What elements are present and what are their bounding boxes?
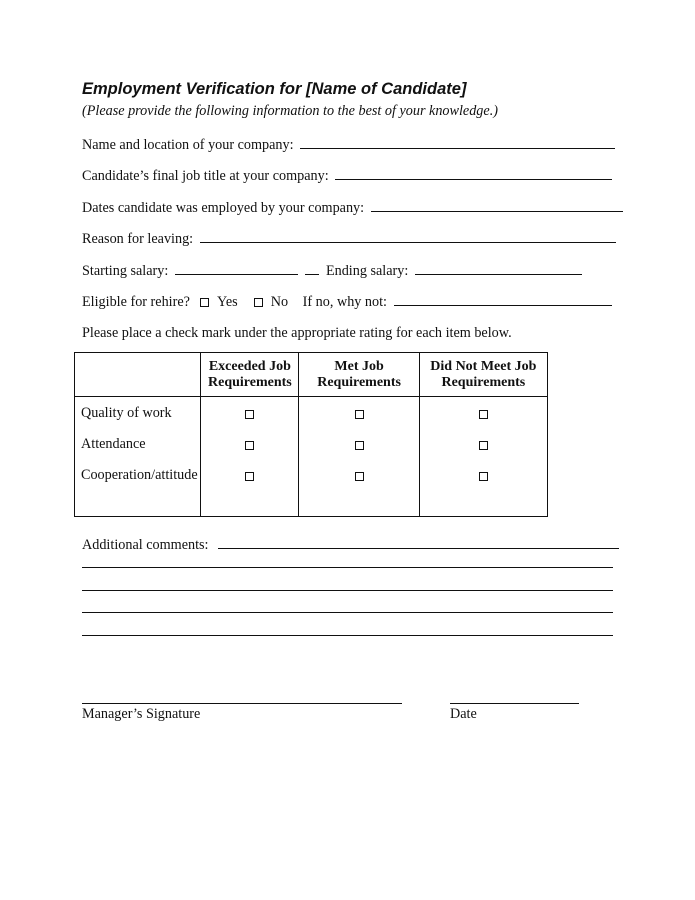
rehire-no-checkbox[interactable] bbox=[254, 298, 263, 307]
job-title-label: Candidate’s final job title at your company: bbox=[82, 168, 329, 184]
comments-field-line-1[interactable] bbox=[218, 536, 619, 549]
company-row bbox=[82, 136, 615, 154]
cooperation-met-checkbox[interactable] bbox=[355, 472, 364, 481]
job-title-field[interactable] bbox=[335, 167, 612, 180]
ratings-header-row bbox=[75, 353, 548, 397]
rehire-no-label: No bbox=[270, 294, 289, 310]
met-column bbox=[299, 397, 419, 517]
cooperation-exceeded-checkbox[interactable] bbox=[245, 472, 254, 481]
signature-label: Manager’s Signature bbox=[82, 706, 201, 722]
did-not-meet-column bbox=[419, 397, 547, 517]
exceeded-column bbox=[201, 397, 299, 517]
column-header-exceeded bbox=[201, 353, 299, 397]
rating-item-attendance: Attendance bbox=[81, 436, 146, 452]
salary-row bbox=[82, 262, 582, 280]
rehire-label: Eligible for rehire? bbox=[82, 294, 190, 310]
quality-exceeded-checkbox[interactable] bbox=[245, 410, 254, 419]
attendance-met-checkbox[interactable] bbox=[355, 441, 364, 450]
ratings-header-blank bbox=[75, 353, 201, 397]
rating-instructions: Please place a check mark under the appropriate rating for each item below. bbox=[82, 325, 512, 341]
column-header-did-not-meet bbox=[419, 353, 547, 397]
reason-row bbox=[82, 230, 616, 248]
reason-field[interactable] bbox=[200, 230, 616, 243]
column-header-line: Met Job bbox=[334, 359, 384, 374]
company-label: Name and location of your company: bbox=[82, 137, 294, 153]
comments-field-line-4[interactable] bbox=[82, 611, 613, 613]
reason-label: Reason for leaving: bbox=[82, 231, 194, 247]
ratings-body-row bbox=[75, 397, 548, 517]
rating-item-cooperation: Cooperation/attitude bbox=[81, 467, 198, 483]
ending-salary-field[interactable] bbox=[415, 262, 582, 275]
rating-item-quality: Quality of work bbox=[81, 405, 172, 421]
signature-line[interactable] bbox=[82, 702, 402, 704]
comments-label: Additional comments: bbox=[82, 537, 209, 553]
rehire-yes-checkbox[interactable] bbox=[200, 298, 209, 307]
column-header-line: Exceeded Job bbox=[208, 359, 291, 374]
why-not-label: If no, why not: bbox=[302, 294, 388, 310]
attendance-did-not-meet-checkbox[interactable] bbox=[479, 441, 488, 450]
dates-field[interactable] bbox=[371, 199, 623, 212]
company-field[interactable] bbox=[300, 136, 615, 149]
date-line[interactable] bbox=[450, 702, 579, 704]
rating-items-column bbox=[75, 397, 201, 517]
ratings-table bbox=[74, 352, 548, 517]
comments-field-line-2[interactable] bbox=[82, 566, 613, 568]
dates-row bbox=[82, 199, 623, 217]
dates-label: Dates candidate was employed by your company: bbox=[82, 200, 365, 216]
quality-met-checkbox[interactable] bbox=[355, 410, 364, 419]
comments-row bbox=[82, 536, 619, 554]
starting-salary-field[interactable] bbox=[175, 262, 298, 275]
column-header-line: Requirements bbox=[208, 375, 292, 390]
column-header-line: Requirements bbox=[317, 375, 401, 390]
form-title: Employment Verification for [Name of Candidate] bbox=[82, 80, 467, 98]
column-header-line: Did Not Meet Job bbox=[430, 359, 537, 374]
rehire-row bbox=[82, 293, 612, 311]
comments-field-line-5[interactable] bbox=[82, 634, 613, 636]
rehire-yes-label: Yes bbox=[217, 294, 238, 310]
why-not-field[interactable] bbox=[394, 293, 612, 306]
column-header-line: Requirements bbox=[441, 375, 526, 390]
starting-salary-label: Starting salary: bbox=[82, 263, 169, 279]
ending-salary-label: Ending salary: bbox=[325, 263, 409, 279]
salary-separator-line bbox=[305, 262, 319, 275]
date-label: Date bbox=[450, 706, 477, 722]
job-title-row bbox=[82, 167, 612, 185]
comments-field-line-3[interactable] bbox=[82, 589, 613, 591]
form-subtitle: (Please provide the following information to the best of your knowledge.) bbox=[82, 103, 498, 119]
column-header-met bbox=[299, 353, 419, 397]
attendance-exceeded-checkbox[interactable] bbox=[245, 441, 254, 450]
quality-did-not-meet-checkbox[interactable] bbox=[479, 410, 488, 419]
cooperation-did-not-meet-checkbox[interactable] bbox=[479, 472, 488, 481]
